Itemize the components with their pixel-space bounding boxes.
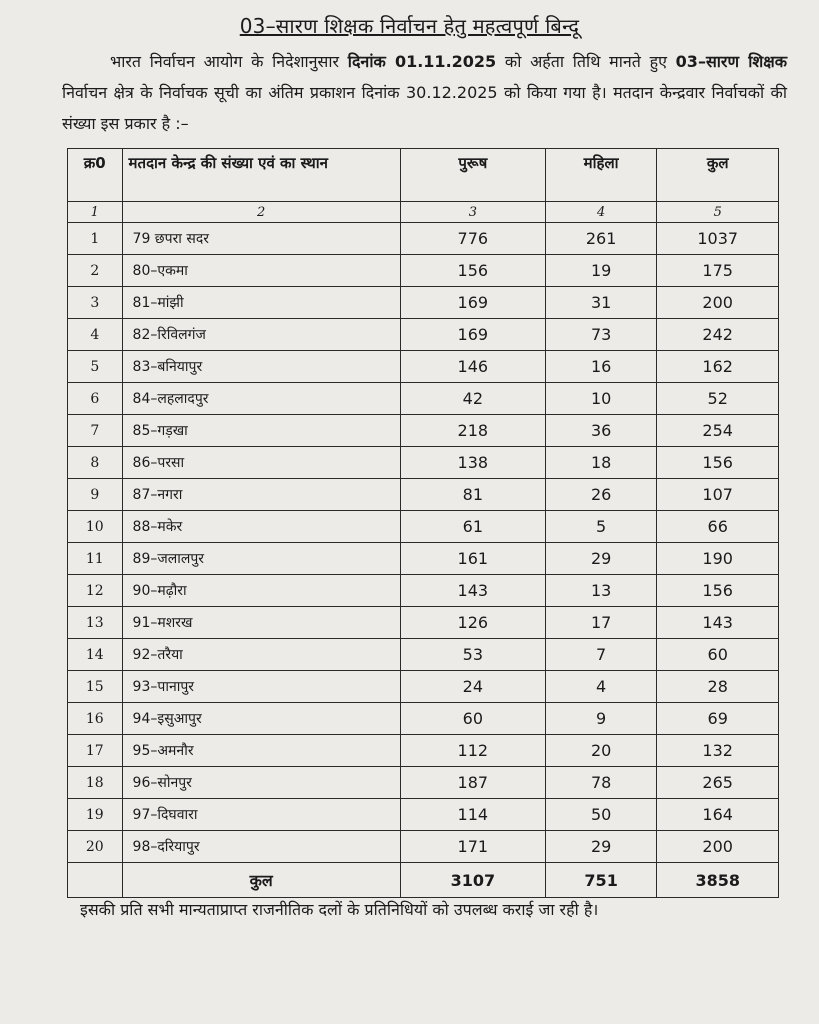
col-num-1: 1 bbox=[68, 202, 123, 223]
cell-male: 81 bbox=[400, 479, 545, 511]
intro-part1: भारत निर्वाचन आयोग के निदेशानुसार bbox=[110, 52, 340, 71]
cell-centre: 90–मढ़ौरा bbox=[122, 575, 400, 607]
cell-female: 73 bbox=[545, 319, 657, 351]
cell-male: 53 bbox=[400, 639, 545, 671]
cell-male: 218 bbox=[400, 415, 545, 447]
header-total: कुल bbox=[657, 149, 779, 202]
cell-male: 169 bbox=[400, 319, 545, 351]
cell-male: 126 bbox=[400, 607, 545, 639]
cell-male: 138 bbox=[400, 447, 545, 479]
cell-centre: 85–गड़खा bbox=[122, 415, 400, 447]
cell-female: 50 bbox=[545, 799, 657, 831]
cell-centre: 80–एकमा bbox=[122, 255, 400, 287]
table-row bbox=[68, 543, 779, 575]
table-row bbox=[68, 575, 779, 607]
cell-total: 164 bbox=[657, 799, 779, 831]
cell-sn: 14 bbox=[68, 639, 123, 671]
col-num-3: 3 bbox=[400, 202, 545, 223]
document-title: 03–सारण शिक्षक निर्वाचन हेतु महत्वपूर्ण बिन्दू bbox=[239, 14, 580, 38]
cell-female: 16 bbox=[545, 351, 657, 383]
header-centre: मतदान केन्द्र की संख्या एवं का स्थान bbox=[122, 149, 400, 202]
cell-total: 156 bbox=[657, 447, 779, 479]
cell-sn: 13 bbox=[68, 607, 123, 639]
col-num-5: 5 bbox=[657, 202, 779, 223]
cell-sn: 10 bbox=[68, 511, 123, 543]
cell-sn: 12 bbox=[68, 575, 123, 607]
cell-total: 28 bbox=[657, 671, 779, 703]
cell-centre: 88–मकेर bbox=[122, 511, 400, 543]
table-row bbox=[68, 767, 779, 799]
totals-female: 751 bbox=[545, 863, 657, 898]
table-row bbox=[68, 447, 779, 479]
table-row bbox=[68, 799, 779, 831]
cell-sn: 17 bbox=[68, 735, 123, 767]
cell-total: 132 bbox=[657, 735, 779, 767]
cell-sn: 6 bbox=[68, 383, 123, 415]
cell-female: 261 bbox=[545, 223, 657, 255]
table-row bbox=[68, 703, 779, 735]
cell-female: 31 bbox=[545, 287, 657, 319]
cell-female: 29 bbox=[545, 831, 657, 863]
table-row bbox=[68, 511, 779, 543]
cell-total: 200 bbox=[657, 831, 779, 863]
totals-blank bbox=[68, 863, 123, 898]
cell-female: 78 bbox=[545, 767, 657, 799]
cell-centre: 79 छपरा सदर bbox=[122, 223, 400, 255]
cell-total: 254 bbox=[657, 415, 779, 447]
totals-row bbox=[68, 863, 779, 898]
table-row bbox=[68, 351, 779, 383]
table-row bbox=[68, 671, 779, 703]
intro-date: दिनांक 01.11.2025 bbox=[347, 52, 497, 71]
table-row bbox=[68, 831, 779, 863]
cell-sn: 19 bbox=[68, 799, 123, 831]
cell-male: 171 bbox=[400, 831, 545, 863]
intro-constituency: 03–सारण शिक्षक bbox=[675, 52, 788, 71]
cell-male: 776 bbox=[400, 223, 545, 255]
cell-male: 114 bbox=[400, 799, 545, 831]
table-row bbox=[68, 319, 779, 351]
cell-sn: 16 bbox=[68, 703, 123, 735]
cell-male: 143 bbox=[400, 575, 545, 607]
voters-table bbox=[67, 148, 779, 898]
cell-total: 190 bbox=[657, 543, 779, 575]
cell-centre: 84–लहलादपुर bbox=[122, 383, 400, 415]
cell-female: 17 bbox=[545, 607, 657, 639]
cell-sn: 18 bbox=[68, 767, 123, 799]
table-row bbox=[68, 383, 779, 415]
totals-total: 3858 bbox=[657, 863, 779, 898]
cell-sn: 9 bbox=[68, 479, 123, 511]
cell-centre: 92–तरैया bbox=[122, 639, 400, 671]
cell-sn: 8 bbox=[68, 447, 123, 479]
cell-total: 200 bbox=[657, 287, 779, 319]
cell-male: 169 bbox=[400, 287, 545, 319]
cell-centre: 93–पानापुर bbox=[122, 671, 400, 703]
col-num-4: 4 bbox=[545, 202, 657, 223]
table-row bbox=[68, 607, 779, 639]
cell-centre: 86–परसा bbox=[122, 447, 400, 479]
table-row bbox=[68, 639, 779, 671]
cell-total: 175 bbox=[657, 255, 779, 287]
cell-centre: 94–इसुआपुर bbox=[122, 703, 400, 735]
cell-sn: 5 bbox=[68, 351, 123, 383]
cell-total: 69 bbox=[657, 703, 779, 735]
cell-centre: 83–बनियापुर bbox=[122, 351, 400, 383]
cell-female: 26 bbox=[545, 479, 657, 511]
cell-male: 60 bbox=[400, 703, 545, 735]
table-row bbox=[68, 223, 779, 255]
cell-sn: 7 bbox=[68, 415, 123, 447]
cell-female: 4 bbox=[545, 671, 657, 703]
cell-male: 24 bbox=[400, 671, 545, 703]
intro-part2: को अर्हता तिथि मानते हुए bbox=[504, 52, 667, 71]
cell-male: 61 bbox=[400, 511, 545, 543]
cell-male: 187 bbox=[400, 767, 545, 799]
cell-female: 9 bbox=[545, 703, 657, 735]
cell-centre: 96–सोनपुर bbox=[122, 767, 400, 799]
cell-female: 36 bbox=[545, 415, 657, 447]
cell-total: 107 bbox=[657, 479, 779, 511]
cell-centre: 89–जलालपुर bbox=[122, 543, 400, 575]
table-header-row bbox=[68, 149, 779, 202]
cell-female: 19 bbox=[545, 255, 657, 287]
cell-female: 5 bbox=[545, 511, 657, 543]
cell-sn: 3 bbox=[68, 287, 123, 319]
cell-female: 13 bbox=[545, 575, 657, 607]
cell-centre: 91–मशरख bbox=[122, 607, 400, 639]
cell-sn: 4 bbox=[68, 319, 123, 351]
cell-centre: 95–अमनौर bbox=[122, 735, 400, 767]
table-row bbox=[68, 287, 779, 319]
footer-note: इसकी प्रति सभी मान्यताप्राप्त राजनीतिक दलों के प्रतिनिधियों को उपलब्ध कराई जा रही है। bbox=[80, 900, 599, 919]
header-female: महिला bbox=[545, 149, 657, 202]
cell-female: 20 bbox=[545, 735, 657, 767]
col-num-2: 2 bbox=[122, 202, 400, 223]
cell-centre: 87–नगरा bbox=[122, 479, 400, 511]
header-male: पुरूष bbox=[400, 149, 545, 202]
cell-total: 143 bbox=[657, 607, 779, 639]
intro-part3: निर्वाचन क्षेत्र के निर्वाचक सूची का अंतिम प्रकाशन दिनांक 30.12.2025 को किया गया है। मतदान केन्द्रवार निर्वाचकों की संख्या इस प्रकार है :– bbox=[62, 83, 787, 133]
cell-male: 42 bbox=[400, 383, 545, 415]
cell-centre: 98–दरियापुर bbox=[122, 831, 400, 863]
cell-female: 7 bbox=[545, 639, 657, 671]
cell-total: 162 bbox=[657, 351, 779, 383]
table-row bbox=[68, 479, 779, 511]
intro-paragraph bbox=[62, 46, 787, 139]
cell-centre: 81–मांझी bbox=[122, 287, 400, 319]
cell-sn: 20 bbox=[68, 831, 123, 863]
cell-total: 52 bbox=[657, 383, 779, 415]
header-sn: क्र0 bbox=[68, 149, 123, 202]
cell-male: 112 bbox=[400, 735, 545, 767]
table-row bbox=[68, 735, 779, 767]
cell-total: 265 bbox=[657, 767, 779, 799]
cell-total: 156 bbox=[657, 575, 779, 607]
cell-male: 161 bbox=[400, 543, 545, 575]
table-row bbox=[68, 255, 779, 287]
cell-sn: 2 bbox=[68, 255, 123, 287]
column-number-row bbox=[68, 202, 779, 223]
cell-male: 146 bbox=[400, 351, 545, 383]
cell-female: 29 bbox=[545, 543, 657, 575]
cell-centre: 82–रिविलगंज bbox=[122, 319, 400, 351]
cell-sn: 15 bbox=[68, 671, 123, 703]
cell-total: 1037 bbox=[657, 223, 779, 255]
cell-male: 156 bbox=[400, 255, 545, 287]
cell-total: 242 bbox=[657, 319, 779, 351]
cell-sn: 1 bbox=[68, 223, 123, 255]
cell-centre: 97–दिघवारा bbox=[122, 799, 400, 831]
cell-female: 18 bbox=[545, 447, 657, 479]
totals-label: कुल bbox=[122, 863, 400, 898]
cell-female: 10 bbox=[545, 383, 657, 415]
cell-total: 66 bbox=[657, 511, 779, 543]
table-row bbox=[68, 415, 779, 447]
cell-sn: 11 bbox=[68, 543, 123, 575]
cell-total: 60 bbox=[657, 639, 779, 671]
totals-male: 3107 bbox=[400, 863, 545, 898]
